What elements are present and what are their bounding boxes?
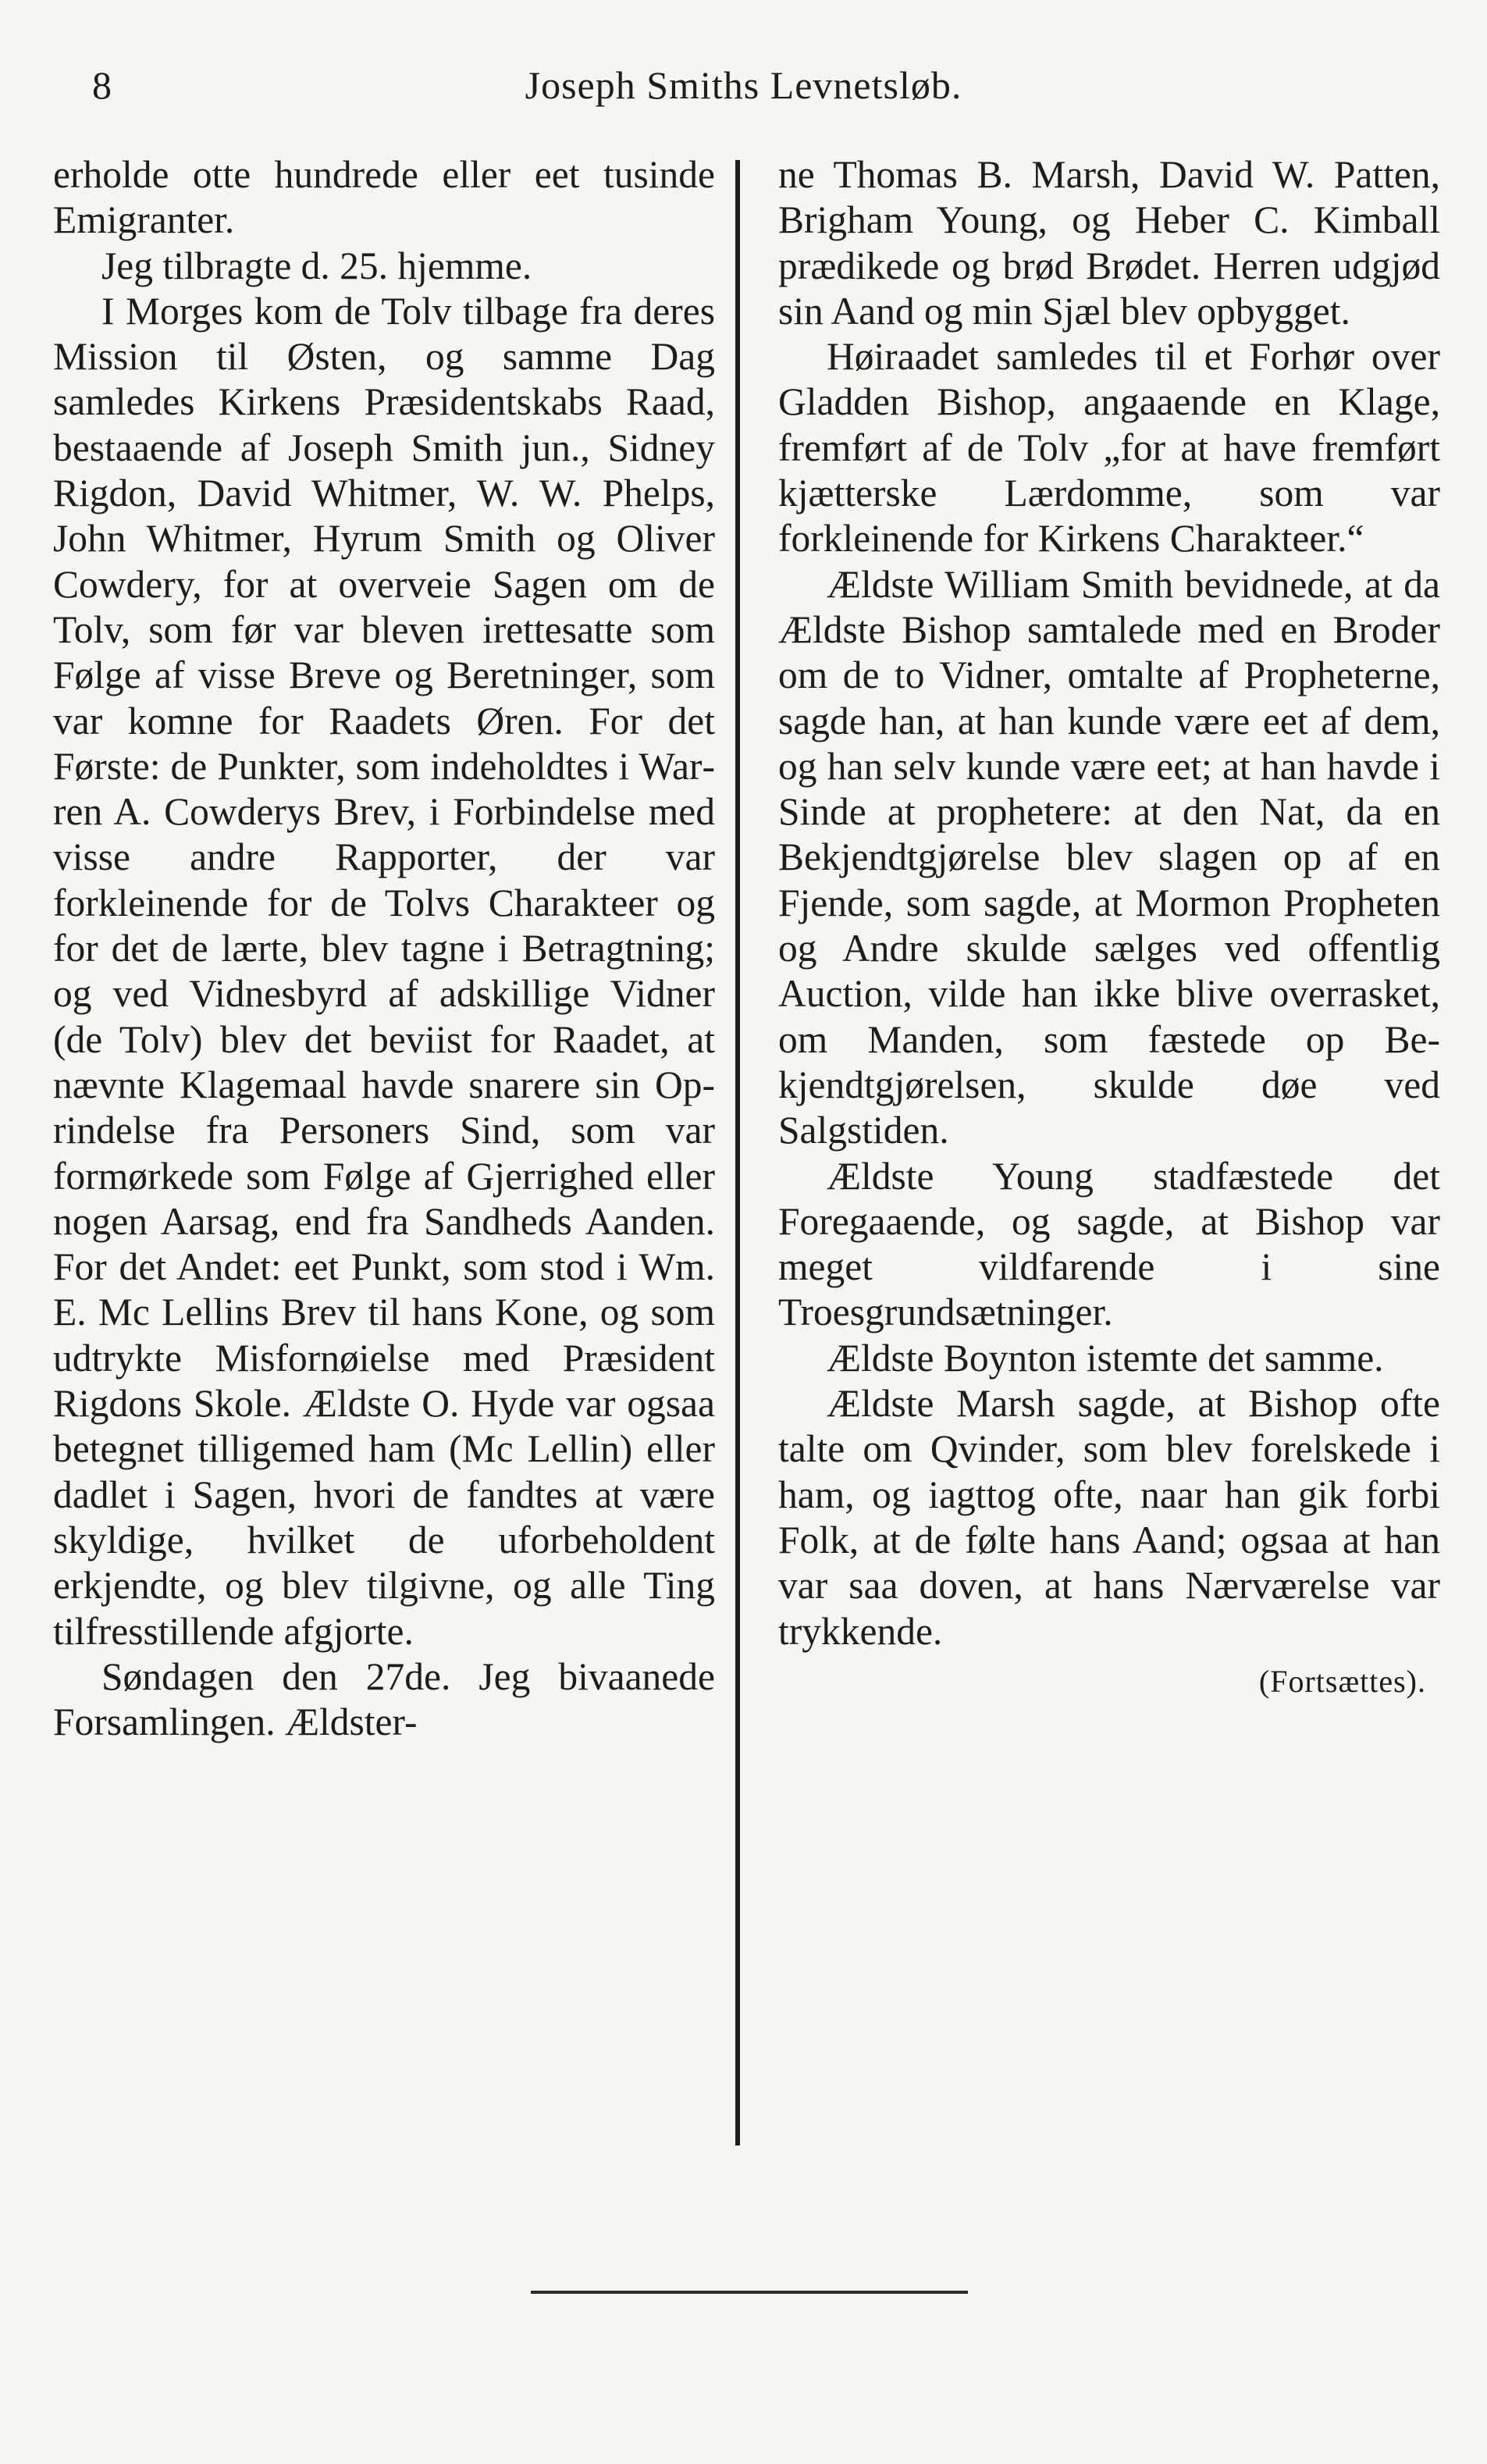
page-number: 8: [92, 63, 112, 107]
right-column: [778, 152, 1440, 1704]
paragraph: Ældste William Smith bevidnede, at da Ældste Bishop samtalede med en Broder om de to Vidner, omtalte af Propheterne, sagde han, at han kunde være eet af dem, og han selv kunde være eet; at han havde i Sinde at prophetere: at den Nat, da en Bekjendtgjørelse blev slagen op af en Fjende, som sagde, at Mormon Propheten og Andre skulde sælges ved offentlig Auction, vilde han ikke blive overrasket, om Manden, som fæstede op Bekjendtgjørelsen, skulde døe ved Salgstiden.: [778, 562, 1440, 1152]
paragraph: Ældste Boynton istemte det samme.: [827, 1336, 1384, 1380]
paragraph: ne Thomas B. Marsh, David W. Patten, Brigham Young, og Heber C. Kimball prædikede og brød Brødet. Herren udgjød sin Aand og min Sjæl blev opbygget.: [778, 153, 1440, 333]
paragraph: erholde otte hundrede eller eet tusinde Emigranter.: [53, 153, 715, 242]
paragraph: I Morges kom de Tolv tilbage fra deres Mission til Østen, og samme Dag samledes Kirkens Præsidentskabs Raad, bestaaende af Joseph Smith jun., Sidney Rigdon, David Whitmer, W. W. Phelps, John Whitmer, Hyrum Smith og Oliver Cowdery, for at overveie Sagen om de Tolv, som før var bleven irettesatte som Følge af visse Breve og Beretninger, som var komne for Raadets Øren. For det Første: de Punkter, som indeholdtes i Warren A. Cowderys Brev, i Forbindelse med visse andre Rapporter, der var forkleinende for de Tolvs Charakteer og for det de lærte, blev tagne i Betragtning; og ved Vidnesbyrd af adskillige Vidner (de Tolv) blev det beviist for Raadet, at nævnte Klagemaal havde snarere sin Oprindelse fra Personers Sind, som var formørkede som Følge af Gjerrighed eller nogen Aarsag, end fra Sandheds Aanden. For det Andet: eet Punkt, som stod i Wm. E. Mc Lellins Brev til hans Kone, og som udtrykte Misfornøielse med Præsident Rigdons Skole. Ældste O. Hyde var ogsaa betegnet tilligemed ham (Mc Lellin) eller dadlet i Sagen, hvori de fandtes at være skyldige, hvilket de uforbeholdent erkjendte, og blev tilgivne, og alle Ting tilfresstillende afgjorte.: [53, 289, 715, 1653]
continued-note: (Fortsættes).: [1258, 1663, 1426, 1699]
paragraph: Søndagen den 27de. Jeg bivaanede Forsamlingen. Ældster-: [53, 1654, 715, 1744]
column-divider: [735, 160, 740, 2145]
paragraph: Ældste Young stadfæstede det Foregaaende, og sagde, at Bishop var meget vildfarende i sine Troesgrundsætninger.: [778, 1154, 1440, 1334]
paragraph: Ældste Marsh sagde, at Bishop ofte talte om Qvinder, som blev forelskede i ham, og iagttog ofte, naar han gik forbi Folk, at de følte hans Aand; ogsaa at han var saa doven, at hans Nærværelse var trykkende.: [778, 1382, 1440, 1653]
left-column: [53, 152, 715, 1745]
paragraph: Høiraadet samledes til et Forhør over Gladden Bishop, angaaende en Klage, fremført af de Tolv „for at have fremført kjætterske Lærdomme, som var forkleinende for Kirkens Charakteer.“: [778, 335, 1440, 561]
footer-rule: [531, 2291, 968, 2294]
paragraph: Jeg tilbragte d. 25. hjemme.: [101, 244, 532, 287]
running-title: Joseph Smiths Levnetsløb.: [525, 63, 962, 107]
running-head: [0, 62, 1487, 117]
